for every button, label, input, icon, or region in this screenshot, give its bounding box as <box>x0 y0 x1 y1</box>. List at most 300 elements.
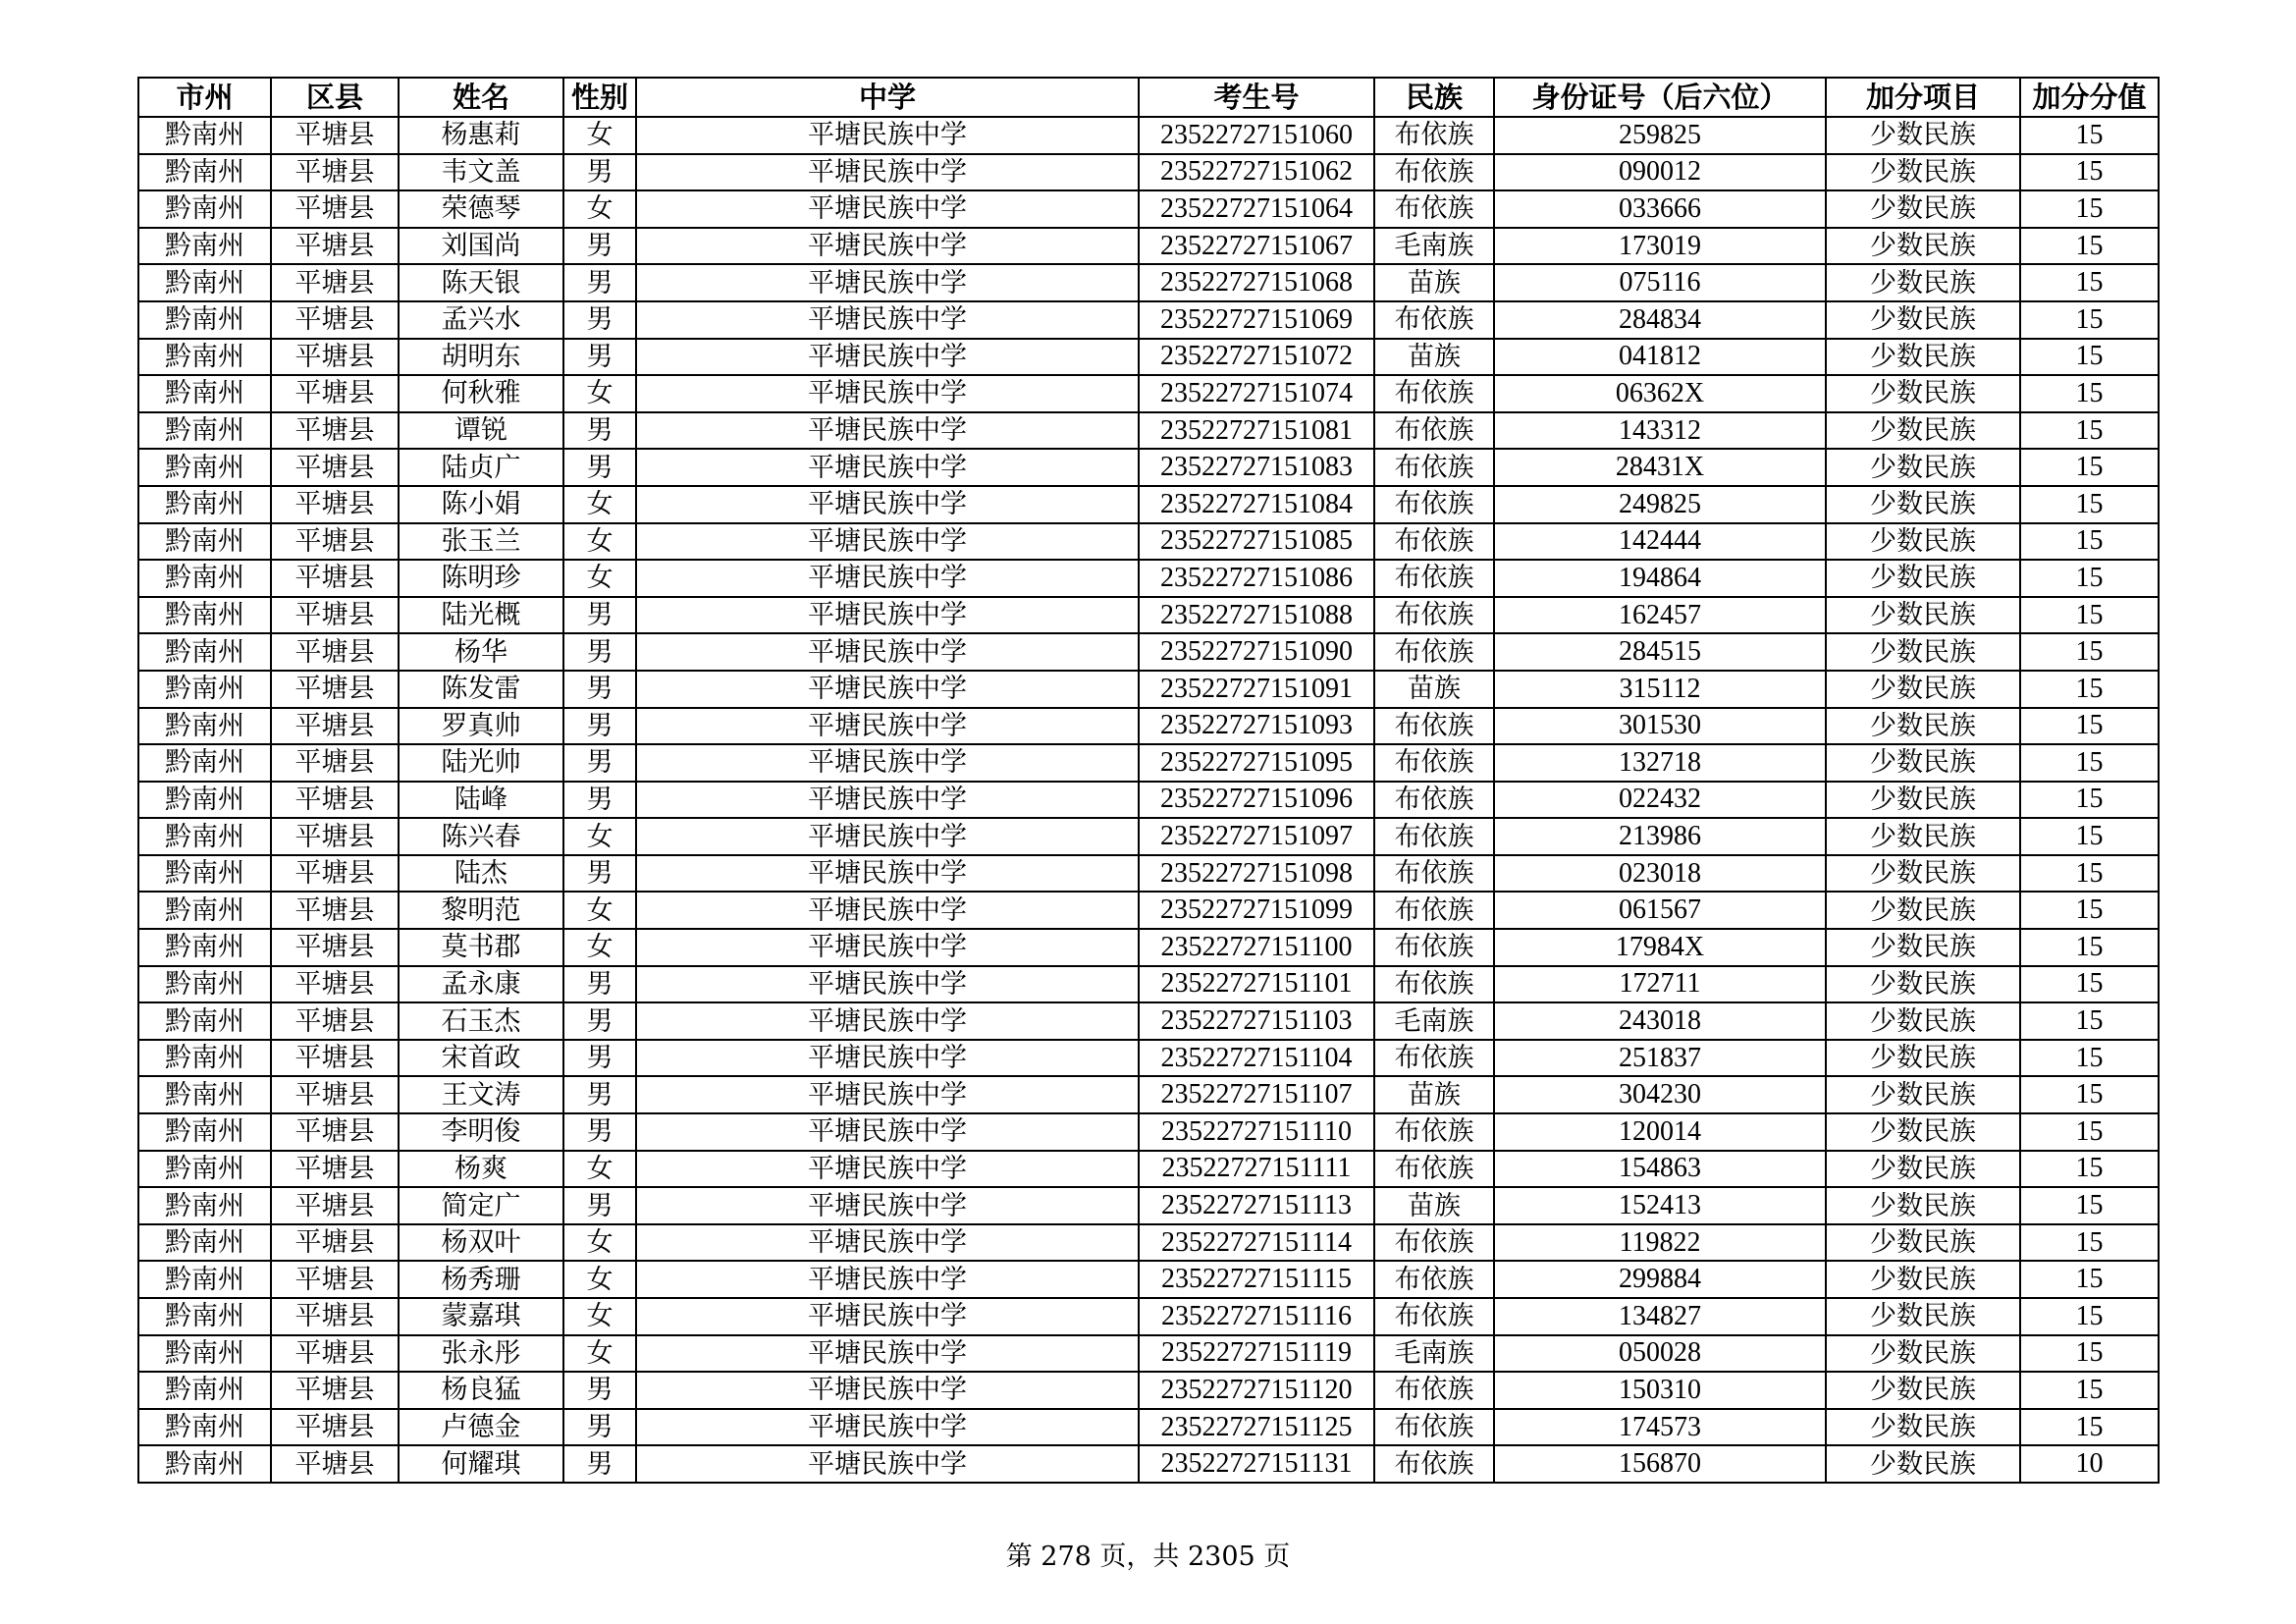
cell-exam-number: 23522727151131 <box>1139 1445 1374 1483</box>
cell-id-last-six: 150310 <box>1494 1372 1826 1409</box>
cell-gender: 男 <box>563 708 636 745</box>
cell-name: 杨良猛 <box>399 1372 563 1409</box>
cell-bonus-item: 少数民族 <box>1826 1187 2020 1224</box>
cell-gender: 男 <box>563 782 636 819</box>
column-header-school: 中学 <box>636 78 1139 117</box>
cell-bonus-points: 15 <box>2020 929 2159 966</box>
cell-gender: 女 <box>563 892 636 929</box>
cell-bonus-item: 少数民族 <box>1826 190 2020 228</box>
cell-ethnicity: 苗族 <box>1374 264 1494 301</box>
cell-school: 平塘民族中学 <box>636 782 1139 819</box>
cell-school: 平塘民族中学 <box>636 708 1139 745</box>
cell-name: 孟兴水 <box>399 301 563 339</box>
cell-county: 平塘县 <box>271 412 399 450</box>
cell-bonus-points: 15 <box>2020 1335 2159 1373</box>
cell-id-last-six: 06362X <box>1494 375 1826 412</box>
cell-bonus-item: 少数民族 <box>1826 375 2020 412</box>
cell-school: 平塘民族中学 <box>636 929 1139 966</box>
column-header-bonus-item: 加分项目 <box>1826 78 2020 117</box>
cell-exam-number: 23522727151098 <box>1139 855 1374 893</box>
cell-city: 黔南州 <box>138 1040 271 1077</box>
table-row <box>138 818 2159 855</box>
cell-county: 平塘县 <box>271 818 399 855</box>
cell-bonus-item: 少数民族 <box>1826 560 2020 597</box>
cell-city: 黔南州 <box>138 560 271 597</box>
table-row <box>138 708 2159 745</box>
cell-county: 平塘县 <box>271 1224 399 1262</box>
cell-gender: 男 <box>563 1040 636 1077</box>
cell-bonus-item: 少数民族 <box>1826 671 2020 708</box>
cell-bonus-points: 15 <box>2020 339 2159 376</box>
cell-county: 平塘县 <box>271 1151 399 1188</box>
cell-ethnicity: 布依族 <box>1374 412 1494 450</box>
cell-gender: 男 <box>563 449 636 486</box>
column-header-id-last-six: 身份证号（后六位） <box>1494 78 1826 117</box>
cell-gender: 男 <box>563 339 636 376</box>
cell-exam-number: 23522727151072 <box>1139 339 1374 376</box>
cell-city: 黔南州 <box>138 154 271 191</box>
cell-exam-number: 23522727151107 <box>1139 1076 1374 1113</box>
column-header-exam-number: 考生号 <box>1139 78 1374 117</box>
cell-ethnicity: 苗族 <box>1374 1187 1494 1224</box>
table-row <box>138 892 2159 929</box>
cell-ethnicity: 布依族 <box>1374 301 1494 339</box>
cell-gender: 女 <box>563 523 636 561</box>
cell-gender: 男 <box>563 1187 636 1224</box>
cell-school: 平塘民族中学 <box>636 523 1139 561</box>
cell-school: 平塘民族中学 <box>636 744 1139 782</box>
column-header-city: 市州 <box>138 78 271 117</box>
cell-school: 平塘民族中学 <box>636 597 1139 634</box>
cell-name: 陈兴春 <box>399 818 563 855</box>
cell-county: 平塘县 <box>271 1187 399 1224</box>
cell-bonus-points: 15 <box>2020 486 2159 523</box>
cell-id-last-six: 050028 <box>1494 1335 1826 1373</box>
cell-id-last-six: 194864 <box>1494 560 1826 597</box>
cell-bonus-item: 少数民族 <box>1826 1335 2020 1373</box>
cell-id-last-six: 259825 <box>1494 117 1826 154</box>
cell-bonus-points: 15 <box>2020 264 2159 301</box>
cell-bonus-points: 15 <box>2020 744 2159 782</box>
cell-city: 黔南州 <box>138 744 271 782</box>
cell-city: 黔南州 <box>138 1445 271 1483</box>
cell-name: 陆光概 <box>399 597 563 634</box>
cell-bonus-points: 15 <box>2020 1372 2159 1409</box>
cell-county: 平塘县 <box>271 1335 399 1373</box>
cell-id-last-six: 28431X <box>1494 449 1826 486</box>
cell-ethnicity: 布依族 <box>1374 633 1494 671</box>
cell-exam-number: 23522727151116 <box>1139 1298 1374 1335</box>
cell-school: 平塘民族中学 <box>636 560 1139 597</box>
cell-city: 黔南州 <box>138 1076 271 1113</box>
cell-county: 平塘县 <box>271 117 399 154</box>
cell-county: 平塘县 <box>271 1298 399 1335</box>
table-row <box>138 1002 2159 1040</box>
table-row <box>138 597 2159 634</box>
cell-id-last-six: 251837 <box>1494 1040 1826 1077</box>
cell-bonus-points: 15 <box>2020 190 2159 228</box>
table-row <box>138 1113 2159 1151</box>
cell-county: 平塘县 <box>271 228 399 265</box>
cell-ethnicity: 布依族 <box>1374 486 1494 523</box>
cell-county: 平塘县 <box>271 929 399 966</box>
cell-school: 平塘民族中学 <box>636 375 1139 412</box>
table-row <box>138 154 2159 191</box>
cell-id-last-six: 142444 <box>1494 523 1826 561</box>
cell-bonus-item: 少数民族 <box>1826 523 2020 561</box>
cell-bonus-item: 少数民族 <box>1826 1151 2020 1188</box>
cell-school: 平塘民族中学 <box>636 1151 1139 1188</box>
cell-city: 黔南州 <box>138 228 271 265</box>
cell-city: 黔南州 <box>138 1335 271 1373</box>
cell-school: 平塘民族中学 <box>636 228 1139 265</box>
cell-name: 陈天银 <box>399 264 563 301</box>
column-header-bonus-points: 加分分值 <box>2020 78 2159 117</box>
column-header-name: 姓名 <box>399 78 563 117</box>
cell-school: 平塘民族中学 <box>636 264 1139 301</box>
cell-school: 平塘民族中学 <box>636 671 1139 708</box>
cell-id-last-six: 301530 <box>1494 708 1826 745</box>
cell-id-last-six: 134827 <box>1494 1298 1826 1335</box>
bonus-points-table <box>137 77 2160 1484</box>
cell-bonus-item: 少数民族 <box>1826 264 2020 301</box>
cell-school: 平塘民族中学 <box>636 190 1139 228</box>
cell-bonus-points: 15 <box>2020 1040 2159 1077</box>
cell-city: 黔南州 <box>138 412 271 450</box>
cell-ethnicity: 苗族 <box>1374 339 1494 376</box>
cell-gender: 男 <box>563 671 636 708</box>
table-row <box>138 633 2159 671</box>
cell-id-last-six: 119822 <box>1494 1224 1826 1262</box>
cell-bonus-points: 15 <box>2020 412 2159 450</box>
cell-gender: 女 <box>563 929 636 966</box>
cell-bonus-item: 少数民族 <box>1826 744 2020 782</box>
cell-id-last-six: 173019 <box>1494 228 1826 265</box>
table-header-row <box>138 78 2159 117</box>
cell-exam-number: 23522727151095 <box>1139 744 1374 782</box>
cell-county: 平塘县 <box>271 1409 399 1446</box>
cell-county: 平塘县 <box>271 708 399 745</box>
table-row <box>138 449 2159 486</box>
cell-bonus-points: 15 <box>2020 117 2159 154</box>
cell-ethnicity: 毛南族 <box>1374 228 1494 265</box>
cell-exam-number: 23522727151091 <box>1139 671 1374 708</box>
cell-gender: 男 <box>563 744 636 782</box>
cell-bonus-points: 15 <box>2020 1187 2159 1224</box>
page-footer: 第 278 页，共 2305 页 <box>1005 1542 1291 1572</box>
cell-school: 平塘民族中学 <box>636 1040 1139 1077</box>
cell-gender: 男 <box>563 1002 636 1040</box>
table-row <box>138 412 2159 450</box>
cell-county: 平塘县 <box>271 301 399 339</box>
cell-id-last-six: 284515 <box>1494 633 1826 671</box>
cell-bonus-points: 15 <box>2020 375 2159 412</box>
cell-county: 平塘县 <box>271 855 399 893</box>
cell-exam-number: 23522727151062 <box>1139 154 1374 191</box>
cell-exam-number: 23522727151083 <box>1139 449 1374 486</box>
column-header-ethnicity: 民族 <box>1374 78 1494 117</box>
cell-exam-number: 23522727151090 <box>1139 633 1374 671</box>
cell-name: 罗真帅 <box>399 708 563 745</box>
cell-school: 平塘民族中学 <box>636 1372 1139 1409</box>
cell-ethnicity: 布依族 <box>1374 966 1494 1003</box>
cell-city: 黔南州 <box>138 523 271 561</box>
cell-exam-number: 23522727151104 <box>1139 1040 1374 1077</box>
cell-name: 陆杰 <box>399 855 563 893</box>
cell-ethnicity: 毛南族 <box>1374 1002 1494 1040</box>
table-row <box>138 1261 2159 1298</box>
table-row <box>138 1187 2159 1224</box>
cell-school: 平塘民族中学 <box>636 1113 1139 1151</box>
cell-county: 平塘县 <box>271 892 399 929</box>
cell-gender: 女 <box>563 1261 636 1298</box>
table-row <box>138 782 2159 819</box>
cell-county: 平塘县 <box>271 966 399 1003</box>
cell-bonus-points: 15 <box>2020 1002 2159 1040</box>
cell-exam-number: 23522727151099 <box>1139 892 1374 929</box>
cell-city: 黔南州 <box>138 1002 271 1040</box>
cell-county: 平塘县 <box>271 523 399 561</box>
cell-name: 王文涛 <box>399 1076 563 1113</box>
cell-name: 莫书郡 <box>399 929 563 966</box>
cell-gender: 男 <box>563 1113 636 1151</box>
cell-bonus-item: 少数民族 <box>1826 855 2020 893</box>
cell-exam-number: 23522727151067 <box>1139 228 1374 265</box>
cell-school: 平塘民族中学 <box>636 892 1139 929</box>
table-row <box>138 1151 2159 1188</box>
cell-school: 平塘民族中学 <box>636 1298 1139 1335</box>
column-header-county: 区县 <box>271 78 399 117</box>
cell-school: 平塘民族中学 <box>636 1187 1139 1224</box>
cell-county: 平塘县 <box>271 1076 399 1113</box>
cell-name: 陆光帅 <box>399 744 563 782</box>
cell-bonus-item: 少数民族 <box>1826 892 2020 929</box>
cell-id-last-six: 120014 <box>1494 1113 1826 1151</box>
table-row <box>138 117 2159 154</box>
table-row <box>138 929 2159 966</box>
cell-exam-number: 23522727151074 <box>1139 375 1374 412</box>
table-row <box>138 228 2159 265</box>
cell-gender: 女 <box>563 375 636 412</box>
cell-gender: 男 <box>563 597 636 634</box>
cell-gender: 男 <box>563 855 636 893</box>
cell-city: 黔南州 <box>138 301 271 339</box>
cell-name: 简定广 <box>399 1187 563 1224</box>
cell-county: 平塘县 <box>271 1040 399 1077</box>
cell-city: 黔南州 <box>138 671 271 708</box>
cell-name: 何秋雅 <box>399 375 563 412</box>
cell-school: 平塘民族中学 <box>636 818 1139 855</box>
cell-school: 平塘民族中学 <box>636 855 1139 893</box>
table-row <box>138 486 2159 523</box>
cell-city: 黔南州 <box>138 633 271 671</box>
table-row <box>138 560 2159 597</box>
cell-county: 平塘县 <box>271 154 399 191</box>
cell-id-last-six: 172711 <box>1494 966 1826 1003</box>
cell-ethnicity: 布依族 <box>1374 1409 1494 1446</box>
cell-county: 平塘县 <box>271 375 399 412</box>
cell-bonus-points: 15 <box>2020 855 2159 893</box>
cell-name: 陆贞广 <box>399 449 563 486</box>
cell-gender: 男 <box>563 1409 636 1446</box>
cell-city: 黔南州 <box>138 966 271 1003</box>
cell-name: 刘国尚 <box>399 228 563 265</box>
cell-ethnicity: 布依族 <box>1374 597 1494 634</box>
cell-exam-number: 23522727151100 <box>1139 929 1374 966</box>
table-row <box>138 1335 2159 1373</box>
table-row <box>138 1409 2159 1446</box>
cell-city: 黔南州 <box>138 375 271 412</box>
cell-bonus-item: 少数民族 <box>1826 633 2020 671</box>
cell-ethnicity: 布依族 <box>1374 375 1494 412</box>
cell-gender: 女 <box>563 1224 636 1262</box>
cell-bonus-item: 少数民族 <box>1826 301 2020 339</box>
cell-county: 平塘县 <box>271 1445 399 1483</box>
cell-bonus-points: 15 <box>2020 523 2159 561</box>
cell-bonus-item: 少数民族 <box>1826 818 2020 855</box>
cell-id-last-six: 213986 <box>1494 818 1826 855</box>
cell-city: 黔南州 <box>138 117 271 154</box>
cell-bonus-item: 少数民族 <box>1826 966 2020 1003</box>
cell-bonus-item: 少数民族 <box>1826 1076 2020 1113</box>
cell-exam-number: 23522727151081 <box>1139 412 1374 450</box>
cell-id-last-six: 075116 <box>1494 264 1826 301</box>
cell-bonus-points: 15 <box>2020 1409 2159 1446</box>
cell-bonus-item: 少数民族 <box>1826 1261 2020 1298</box>
cell-city: 黔南州 <box>138 708 271 745</box>
cell-ethnicity: 布依族 <box>1374 523 1494 561</box>
cell-bonus-item: 少数民族 <box>1826 1113 2020 1151</box>
table-row <box>138 523 2159 561</box>
cell-city: 黔南州 <box>138 1187 271 1224</box>
cell-bonus-points: 15 <box>2020 1261 2159 1298</box>
cell-county: 平塘县 <box>271 486 399 523</box>
cell-bonus-points: 15 <box>2020 671 2159 708</box>
cell-id-last-six: 315112 <box>1494 671 1826 708</box>
cell-gender: 女 <box>563 117 636 154</box>
cell-ethnicity: 布依族 <box>1374 892 1494 929</box>
table-row <box>138 301 2159 339</box>
cell-ethnicity: 布依族 <box>1374 1113 1494 1151</box>
cell-county: 平塘县 <box>271 744 399 782</box>
cell-gender: 女 <box>563 818 636 855</box>
cell-ethnicity: 布依族 <box>1374 190 1494 228</box>
cell-school: 平塘民族中学 <box>636 1076 1139 1113</box>
table-row <box>138 744 2159 782</box>
cell-ethnicity: 苗族 <box>1374 671 1494 708</box>
cell-ethnicity: 布依族 <box>1374 744 1494 782</box>
cell-school: 平塘民族中学 <box>636 486 1139 523</box>
cell-county: 平塘县 <box>271 339 399 376</box>
cell-ethnicity: 布依族 <box>1374 1040 1494 1077</box>
cell-ethnicity: 布依族 <box>1374 1445 1494 1483</box>
cell-county: 平塘县 <box>271 560 399 597</box>
cell-bonus-item: 少数民族 <box>1826 449 2020 486</box>
cell-bonus-item: 少数民族 <box>1826 929 2020 966</box>
cell-id-last-six: 143312 <box>1494 412 1826 450</box>
cell-name: 卢德金 <box>399 1409 563 1446</box>
table-row <box>138 1445 2159 1483</box>
cell-county: 平塘县 <box>271 782 399 819</box>
cell-exam-number: 23522727151086 <box>1139 560 1374 597</box>
cell-school: 平塘民族中学 <box>636 412 1139 450</box>
cell-school: 平塘民族中学 <box>636 117 1139 154</box>
cell-ethnicity: 布依族 <box>1374 1298 1494 1335</box>
cell-bonus-points: 15 <box>2020 966 2159 1003</box>
cell-ethnicity: 布依族 <box>1374 1372 1494 1409</box>
cell-exam-number: 23522727151103 <box>1139 1002 1374 1040</box>
cell-name: 张玉兰 <box>399 523 563 561</box>
cell-name: 李明俊 <box>399 1113 563 1151</box>
cell-city: 黔南州 <box>138 486 271 523</box>
cell-id-last-six: 17984X <box>1494 929 1826 966</box>
cell-city: 黔南州 <box>138 1372 271 1409</box>
cell-ethnicity: 布依族 <box>1374 154 1494 191</box>
cell-school: 平塘民族中学 <box>636 1261 1139 1298</box>
cell-bonus-item: 少数民族 <box>1826 1040 2020 1077</box>
cell-city: 黔南州 <box>138 1113 271 1151</box>
cell-id-last-six: 152413 <box>1494 1187 1826 1224</box>
cell-city: 黔南州 <box>138 449 271 486</box>
cell-school: 平塘民族中学 <box>636 633 1139 671</box>
cell-id-last-six: 132718 <box>1494 744 1826 782</box>
cell-exam-number: 23522727151069 <box>1139 301 1374 339</box>
cell-gender: 男 <box>563 1445 636 1483</box>
cell-id-last-six: 284834 <box>1494 301 1826 339</box>
cell-gender: 男 <box>563 966 636 1003</box>
table-row <box>138 375 2159 412</box>
cell-school: 平塘民族中学 <box>636 1224 1139 1262</box>
cell-name: 荣德琴 <box>399 190 563 228</box>
cell-bonus-points: 15 <box>2020 1298 2159 1335</box>
roster-table-container <box>137 77 2158 1484</box>
cell-city: 黔南州 <box>138 1298 271 1335</box>
cell-school: 平塘民族中学 <box>636 154 1139 191</box>
cell-city: 黔南州 <box>138 1151 271 1188</box>
cell-exam-number: 23522727151064 <box>1139 190 1374 228</box>
cell-city: 黔南州 <box>138 929 271 966</box>
cell-ethnicity: 布依族 <box>1374 708 1494 745</box>
cell-school: 平塘民族中学 <box>636 1445 1139 1483</box>
cell-city: 黔南州 <box>138 855 271 893</box>
cell-exam-number: 23522727151111 <box>1139 1151 1374 1188</box>
cell-bonus-item: 少数民族 <box>1826 782 2020 819</box>
cell-bonus-points: 15 <box>2020 818 2159 855</box>
cell-bonus-points: 15 <box>2020 1151 2159 1188</box>
cell-bonus-item: 少数民族 <box>1826 228 2020 265</box>
table-row <box>138 339 2159 376</box>
cell-county: 平塘县 <box>271 1372 399 1409</box>
column-header-gender: 性别 <box>563 78 636 117</box>
cell-id-last-six: 061567 <box>1494 892 1826 929</box>
cell-exam-number: 23522727151096 <box>1139 782 1374 819</box>
cell-county: 平塘县 <box>271 449 399 486</box>
cell-bonus-points: 15 <box>2020 1113 2159 1151</box>
table-row <box>138 1076 2159 1113</box>
cell-county: 平塘县 <box>271 1261 399 1298</box>
cell-exam-number: 23522727151113 <box>1139 1187 1374 1224</box>
cell-ethnicity: 布依族 <box>1374 1151 1494 1188</box>
cell-exam-number: 23522727151097 <box>1139 818 1374 855</box>
cell-gender: 女 <box>563 1335 636 1373</box>
cell-name: 蒙嘉琪 <box>399 1298 563 1335</box>
cell-city: 黔南州 <box>138 339 271 376</box>
cell-bonus-points: 15 <box>2020 597 2159 634</box>
cell-id-last-six: 243018 <box>1494 1002 1826 1040</box>
cell-bonus-points: 15 <box>2020 1224 2159 1262</box>
cell-id-last-six: 162457 <box>1494 597 1826 634</box>
cell-bonus-points: 15 <box>2020 892 2159 929</box>
